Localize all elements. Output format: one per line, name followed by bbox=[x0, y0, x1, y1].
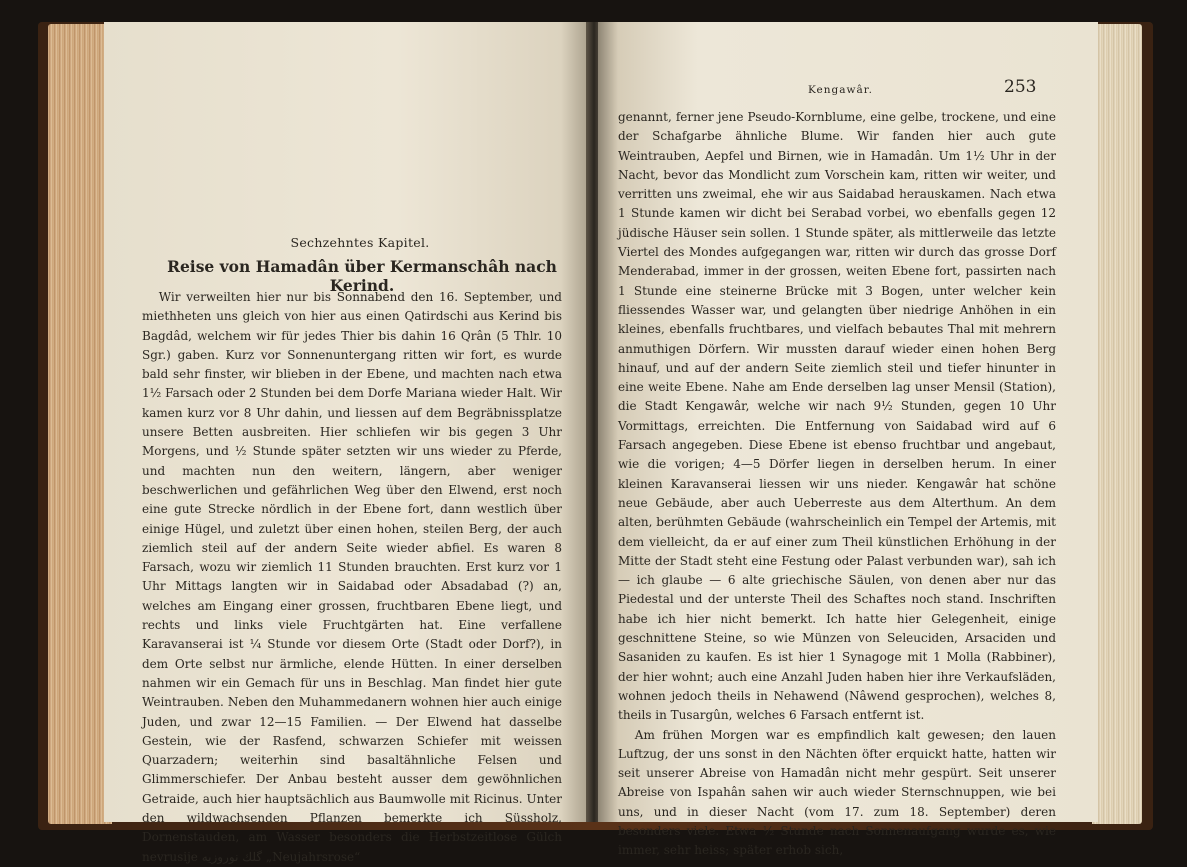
page-number: 253 bbox=[1004, 77, 1037, 97]
right-page bbox=[598, 22, 1098, 858]
page-edges-left bbox=[48, 24, 112, 824]
chapter-title: Reise von Hamadân über Kermanschâh nach Kerind. bbox=[167, 257, 557, 295]
paragraph: Wir verweilten hier nur bis Sonnabend den 16. September, und miethheten uns gleich von hier aus einen Qatirdschi aus Kerind bis Bagdâd, welchem wir für jedes Thier bis dahin 16 Qrân (5 Thlr. 10 Sgr.) gaben. Kurz vor Sonnenuntergang ritten wir fort, es wurde bald sehr finster, wir blieben in der Ebene, und machten nach etwa 1½ Farsach oder 2 Stunden bei dem Dorfe Mariana wieder Halt. Wir kamen kurz vor 8 Uhr dahin, und liessen auf dem Begräbnissplatze unsere Betten ausbreiten. Hier schliefen wir bis gegen 3 Uhr Morgens, und ½ Stunde später setzten wir uns wieder zu Pferde, und machten nun den weitern, längern, aber weniger beschwerlichen und gefährlichen Weg über den Elwend, erst noch eine gute Strecke nördlich in der Ebene fort, dann westlich über einige Hügel, und zuletzt über einen hohen, steilen Berg, der auch ziemlich steil auf der andern Seite wieder abfiel. Es waren 8 Farsach, wozu wir ziemlich 11 Stunden brauchten. Erst kurz vor 1 Uhr Mittags langten wir in Saidabad oder Absadabad (?) an, welches am Eingang einer grossen, fruchtbaren Ebene liegt, und rechts und links viele Fruchtgärten hat. Eine verfallene Karavanserai ist ¼ Stunde vor diesem Orte (Stadt oder Dorf?), in dem Orte selbst nur ärmliche, elende Hütten. In einer derselben nahmen wir ein Gemach für uns in Beschlag. Man findet hier gute Weintrauben. Neben den Muhammedanern wohnen hier auch einige Juden, und zwar 12—15 Familien. — Der Elwend hat dasselbe Gestein, wie der Rasfend, schwarzen Schiefer mit weissen Quarzadern; weiterhin sind basaltähnliche Felsen und Glimmerschiefer. Der Anbau besteht ausser dem gewöhnlichen Getraide, auch hier hauptsächlich aus Baumwolle mit Ricinus. Unter den wildwachsenden Pflanzen bemerkte ich Süssholz, Dornenstauden, am Wasser besonders die Herbstzeitlose Gülch nevrusije گلك نوروزیه „Neujahrsrose“ bbox=[142, 290, 562, 864]
running-head: Kengawâr. bbox=[808, 84, 873, 96]
paragraph: genannt, ferner jene Pseudo-Kornblume, eine gelbe, trockene, und eine der Schafgarbe ähnliche Blume. Wir fanden hier auch gute Weintrauben, Aepfel und Birnen, wie in Hamadân. Um 1½ Uhr in der Nacht, bevor das Mondlicht zum Vorschein kam, ritten wir weiter, und verritten uns zweimal, ehe wir aus Saidabad herauskamen. Nach etwa 1 Stunde kamen wir dicht bei Serabad vorbei, wo ebenfalls gegen 12 jüdische Häuser sein sollen. 1 Stunde später, als mittlerweile das letzte Viertel des Mondes aufgegangen war, ritten wir durch das grosse Dorf Menderabad, immer in der grossen, weiten Ebene fort, passirten nach 1 Stunde eine steinerne Brücke mit 3 Bogen, unter welcher kein fliessendes Wasser war, und gelangten über niedrige Anhöhen in ein kleines, ebenfalls fruchtbares, und vielfach bebautes Thal mit mehrern anmuthigen Dörfern. Wir mussten darauf wieder einen hohen Berg hinauf, und auf der andern Seite ziemlich steil und tiefer hinunter in eine weite Ebene. Nahe am Ende derselben lag unser Mensil (Station), die Stadt Kengawâr, welche wir nach 9½ Stunden, gegen 10 Uhr Vormittags, erreichten. Die Entfernung von Saidabad wird auf 6 Farsach angegeben. Diese Ebene ist ebenso fruchtbar und angebaut, wie die vorigen; 4—5 Dörfer liegen in derselben herum. In einer kleinen Karavanserai liessen wir uns nieder. Kengawâr hat schöne neue Gebäude, aber auch Ueberreste aus dem Alterthum. An dem alten, berühmten Gebäude (wahrscheinlich ein Tempel der Artemis, mit dem vielleicht, da er auf einer zum Theil künstlichen Erhöhung in der Mitte der Stadt steht eine Festung oder Palast verbunden war), sah ich — ich glaube — 6 alte griechische Säulen, von denen aber nur das Piedestal und der unterste Theil des Schaftes noch stand. Inschriften habe ich hier nicht bemerkt. Ich hatte hier Gelegenheit, einige geschnittene Steine, so wie Münzen von Seleuciden, Arsaciden und Sasaniden zu kaufen. Es ist hier 1 Synagoge mit 1 Molla (Rabbiner), der hier wohnt; auch eine Anzahl Juden haben hier ihre Verkaufsläden, wohnen jedoch theils in Nehawend (Nâwend gesprochen), welches 8, theils in Tusargûn, welches 6 Farsach entfernt ist. bbox=[618, 110, 1056, 723]
right-page-body bbox=[618, 108, 1056, 861]
page-edges-right bbox=[1092, 24, 1142, 824]
left-page bbox=[104, 22, 590, 864]
chapter-number: Sechzehntes Kapitel. bbox=[290, 235, 430, 250]
paragraph: Am frühen Morgen war es empfindlich kalt gewesen; den lauen Luftzug, der uns sonst in den Nächten öfter erquickt hatte, hatten wir seit unserer Abreise von Hamadân nicht mehr gespürt. Seit unserer Abreise von Ispahân sahen wir auch wieder Sternschnuppen, wie bei uns, und in dieser Nacht (vom 17. zum 18. September) deren besonders viele. Etwa ½ Stunde nach Sonnenaufgang wurde es, wie immer, sehr heiss; später erhob sich, bbox=[618, 727, 1056, 858]
left-page-body bbox=[142, 288, 562, 867]
